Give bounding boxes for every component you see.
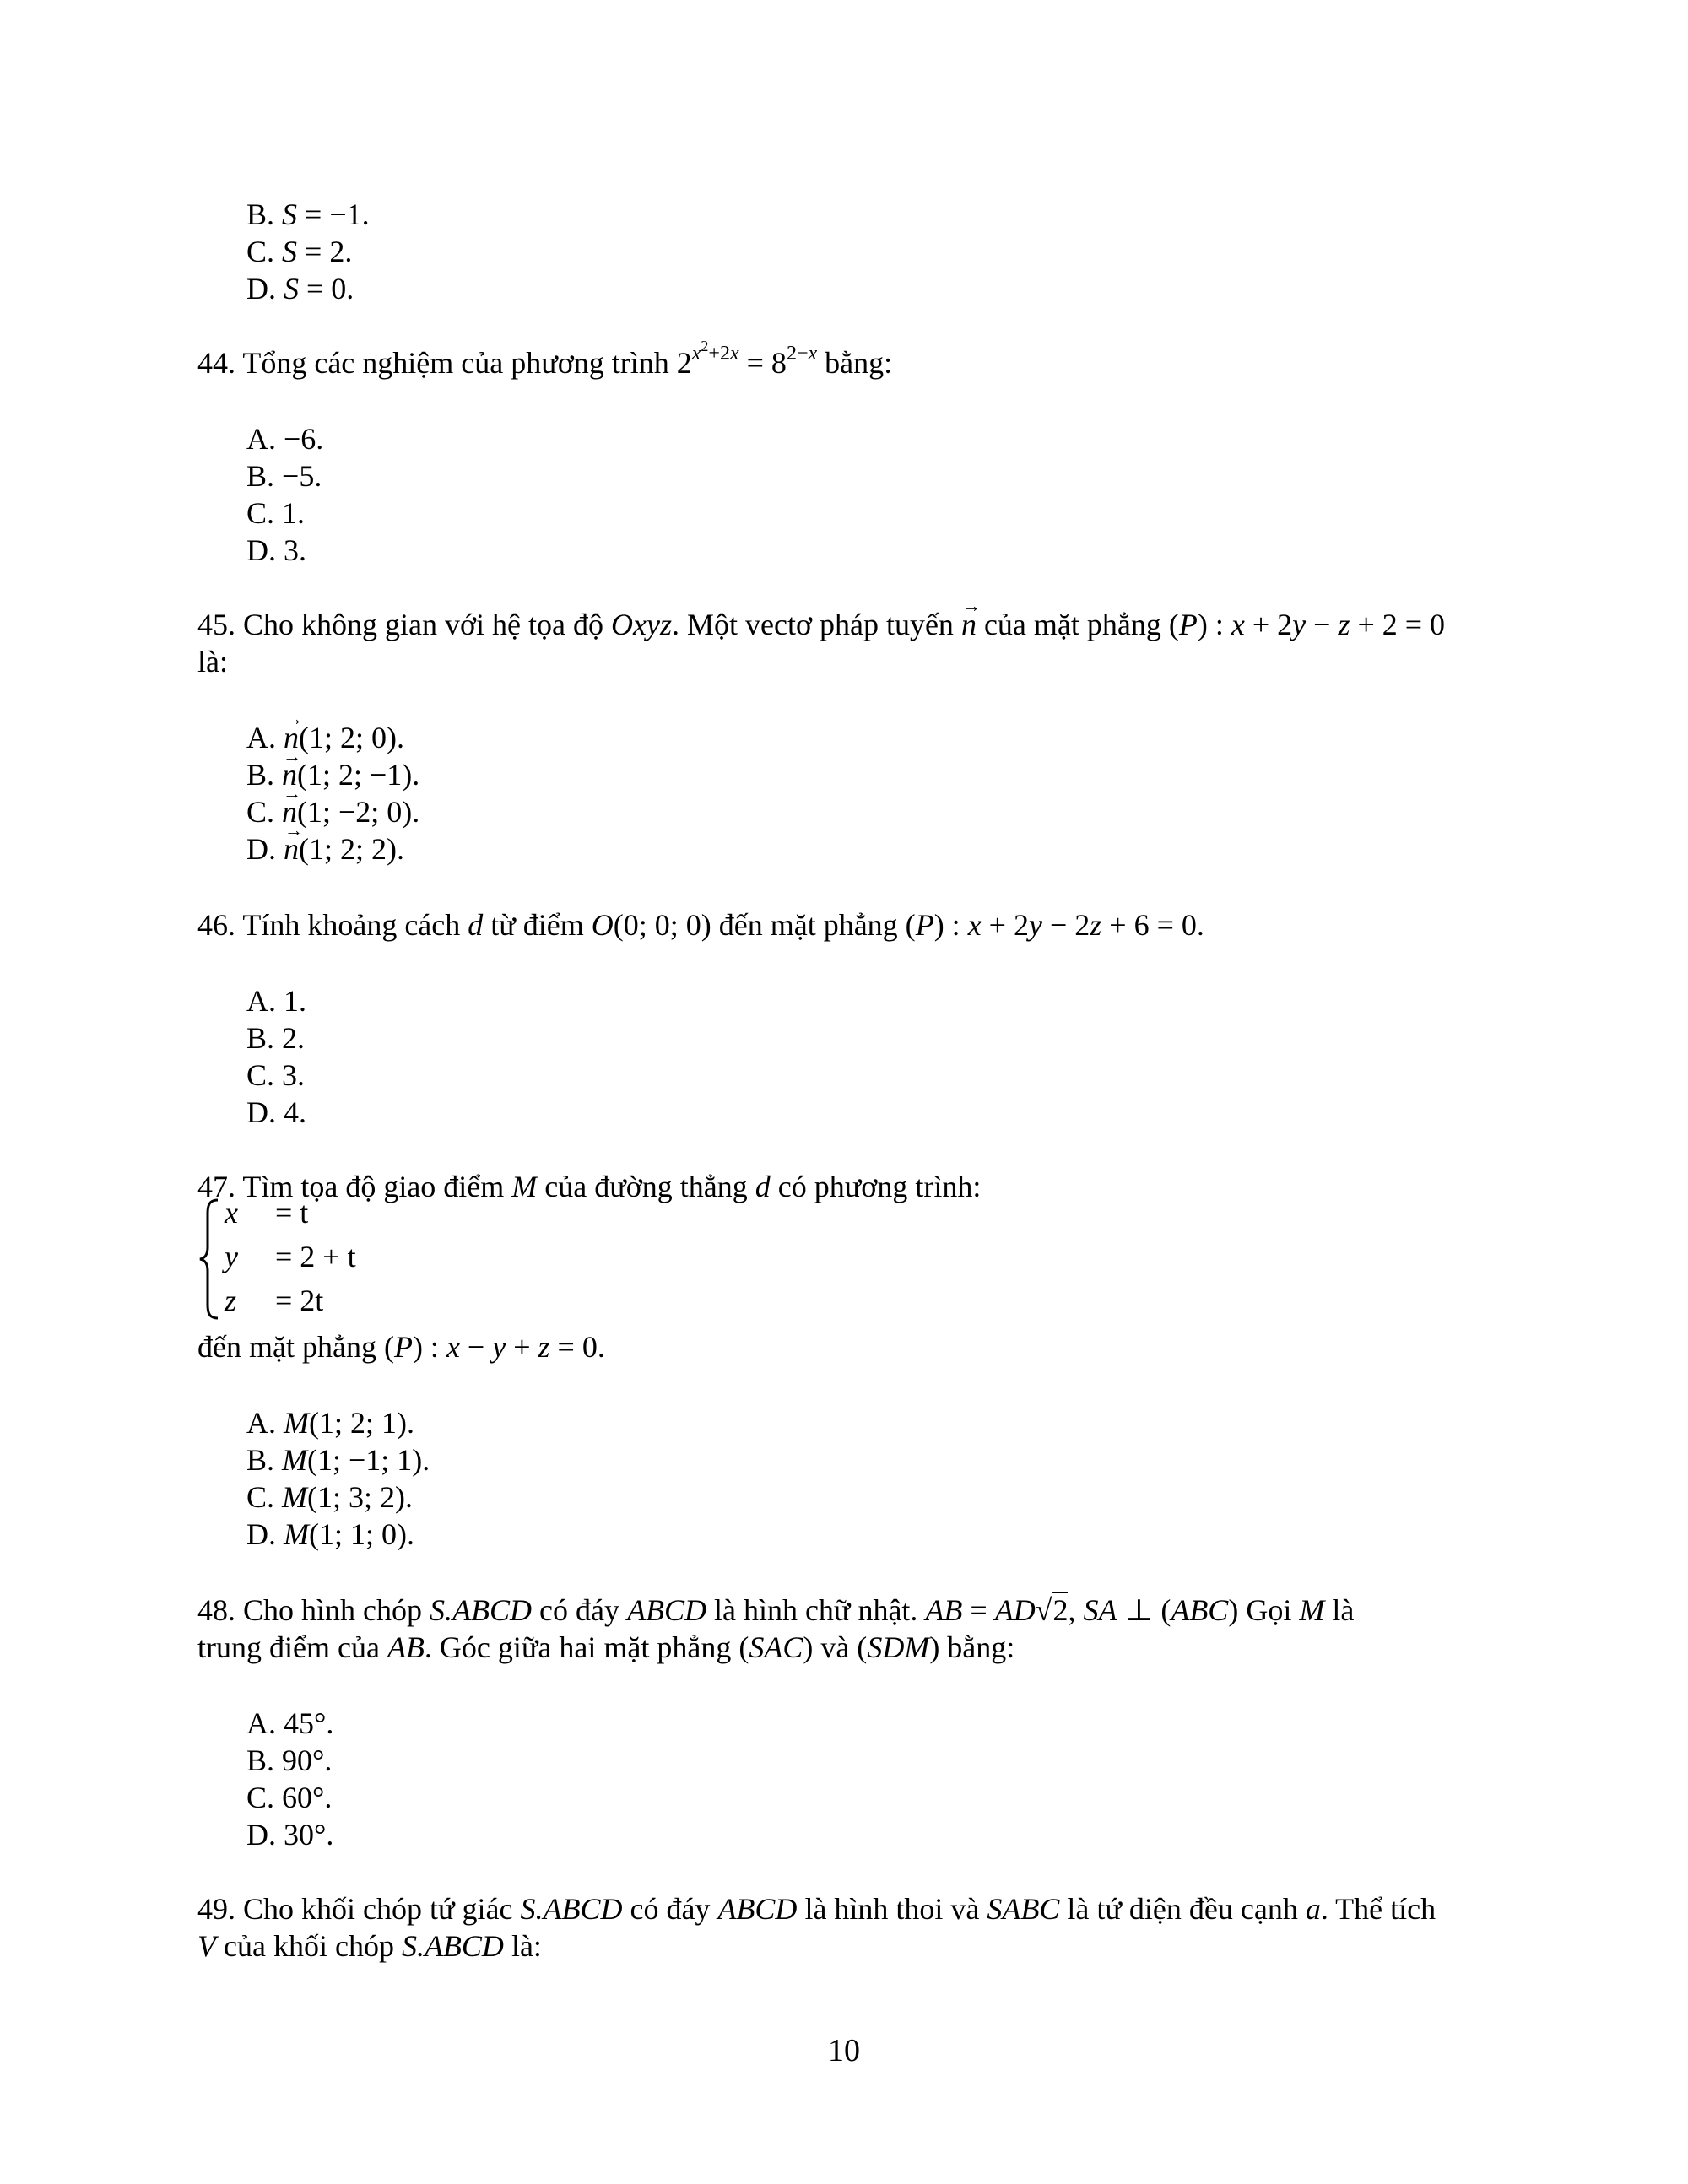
question-44 <box>197 338 1494 381</box>
option-b: B. −5. <box>246 459 322 493</box>
question-line-1: 48. Cho hình chóp S.ABCD có đáy ABCD là hình chữ nhật. AB = AD√2, SA ⊥ (ABC) Gọi M là <box>197 1593 1355 1627</box>
question-text: 46. Tính khoảng cách d từ điểm O(0; 0; 0) đến mặt phẳng (P) : x + 2y − 2z + 6 = 0. <box>197 908 1204 942</box>
option-a: A. 1. <box>246 984 306 1018</box>
question-line-2: V của khối chóp S.ABCD là: <box>197 1929 542 1963</box>
option-d: D. 4. <box>246 1095 306 1129</box>
option-d: D. 30°. <box>246 1818 334 1852</box>
question-46 <box>197 906 1494 943</box>
question-text: Tổng các nghiệm của phương trình <box>242 346 669 380</box>
option-c: C. 1. <box>246 496 306 530</box>
option-b: B. → n(1; 2; −1). <box>246 756 419 793</box>
page-number: 10 <box>828 2033 860 2068</box>
question-45 <box>197 606 1494 680</box>
option-c: C. 3. <box>246 1058 306 1092</box>
equation-system <box>197 1197 417 1322</box>
option-b: B. 2. <box>246 1021 306 1055</box>
question-line-1: 45. Cho không gian với hệ tọa độ Oxyz. Một vectơ pháp tuyến → n của mặt phẳng (P) : x + 2y − z + 2 = 0 <box>197 608 1445 641</box>
question-line-2: trung điểm của AB. Góc giữa hai mặt phẳng (SAC) và (SDM) bằng: <box>197 1630 1015 1664</box>
option-d: D. S = 0. <box>246 272 354 305</box>
option-a: A. −6. <box>246 422 324 456</box>
question-46-options <box>246 982 306 1131</box>
system-row: x = t <box>225 1196 309 1230</box>
option-c: C. 60°. <box>246 1781 333 1814</box>
question-47-after <box>197 1328 1494 1365</box>
system-rhs: = t <box>275 1196 309 1230</box>
question-48 <box>197 1592 1494 1666</box>
option-c: C. M(1; 3; 2). <box>246 1480 413 1514</box>
question-line-2: là: <box>197 645 228 678</box>
option-d: D. M(1; 1; 0). <box>246 1517 414 1551</box>
option-b: B. M(1; −1; 1). <box>246 1443 430 1477</box>
left-brace-icon <box>197 1197 223 1322</box>
option-b: B. 90°. <box>246 1743 333 1777</box>
system-rhs: = 2t <box>275 1284 324 1317</box>
option-a: A. 45°. <box>246 1706 334 1740</box>
option-a: A. → n(1; 2; 0). <box>246 719 419 756</box>
question-text: đến mặt phẳng (P) : x − y + z = 0. <box>197 1330 605 1364</box>
option-d: D. → n(1; 2; 2). <box>246 830 419 868</box>
option-d: D. 3. <box>246 533 306 567</box>
question-44-options <box>246 420 323 569</box>
option-a: A. M(1; 2; 1). <box>246 1406 414 1440</box>
system-rhs: = 2 + t <box>275 1240 356 1273</box>
question-48-options <box>246 1705 333 1853</box>
question-number: 44. <box>197 346 235 380</box>
prev-question-options <box>246 196 370 307</box>
question-45-options <box>246 719 419 868</box>
option-c: C. → n(1; −2; 0). <box>246 793 419 830</box>
question-text: 47. Tìm tọa độ giao điểm M của đường thẳng d có phương trình: <box>197 1170 982 1203</box>
system-row: z = 2t <box>225 1284 324 1317</box>
question-equation: $2^{x^2+2x} = 8^{2-x}$ <box>676 338 818 380</box>
question-line-1: 49. Cho khối chóp tứ giác S.ABCD có đáy ABCD là hình thoi và SABC là tứ diện đều cạnh a. Thể tích <box>197 1892 1436 1926</box>
option-b: B. S = −1. <box>246 197 370 231</box>
question-47-options <box>246 1404 430 1553</box>
question-tail: bằng: <box>825 346 893 380</box>
question-49 <box>197 1890 1494 1965</box>
option-c: C. S = 2. <box>246 235 353 268</box>
system-row: y = 2 + t <box>225 1240 356 1273</box>
